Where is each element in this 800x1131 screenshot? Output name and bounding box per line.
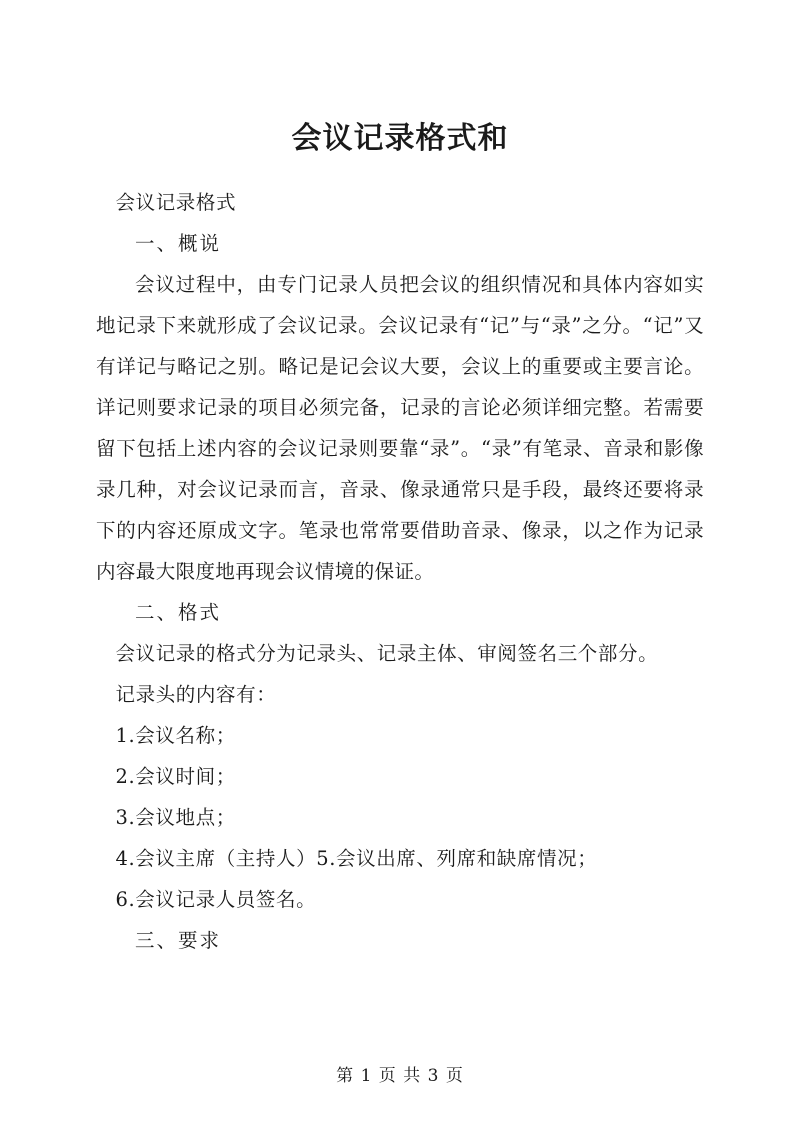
paragraph-format-intro: 会议记录的格式分为记录头、记录主体、审阅签名三个部分。 (115, 642, 659, 665)
section-heading-1: 一、概说 (135, 232, 222, 255)
paragraph-overview: 会议过程中，由专门记录人员把会议的组织情况和具体内容如实地记录下来就形成了会议记录。会议记录有“记”与“录”之分。“记”又有详记与略记之别。略记是记会议大要，会议上的重要或主要言论。详记则要求记录的项目必须完备，记录的言论必须详细完整。若需要留下包括上述内容的会议记录则要靠“录”。“录”有笔录、音录和影像录几种，对会议记录而言，音录、像录通常只是手段，最终还要将录下的内容还原成文字。笔录也常常要借助音录、像录，以之作为记录内容最大限度地再现会议情境的保证。 (96, 273, 704, 583)
section-heading-2: 二、格式 (135, 601, 222, 624)
paragraph-subtitle: 会议记录格式 (115, 191, 237, 214)
list-item-3: 3.会议地点； (115, 806, 236, 829)
list-item-1: 1.会议名称； (115, 724, 236, 747)
section-heading-3: 三、要求 (135, 929, 222, 952)
paragraph-header-intro: 记录头的内容有： (115, 683, 277, 706)
page-footer: 第 1 页 共 3 页 (336, 1066, 464, 1086)
list-item-6: 6.会议记录人员签名。 (115, 888, 317, 911)
page-title: 会议记录格式和 (291, 121, 509, 156)
list-item-4: 4.会议主席（主持人）5.会议出席、列席和缺席情况； (115, 847, 598, 870)
list-item-2: 2.会议时间； (115, 765, 236, 788)
